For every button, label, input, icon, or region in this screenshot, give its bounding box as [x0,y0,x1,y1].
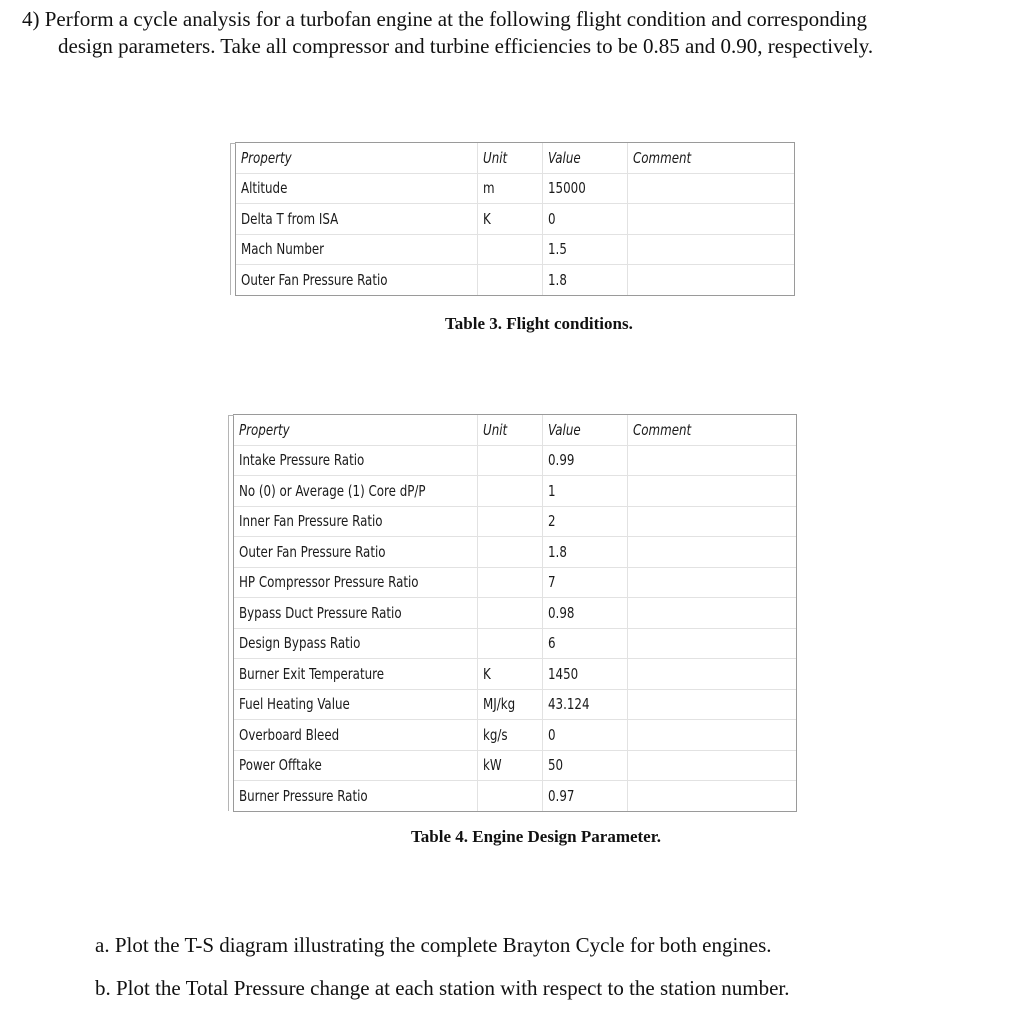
table-row [234,689,796,720]
cell-unit [477,265,542,295]
cell-unit [477,628,542,659]
cell-value: 0 [542,204,627,235]
cell-value: 0.99 [542,445,627,476]
table-row [234,537,796,568]
table-3-caption: Table 3. Flight conditions. [445,314,633,333]
table-row [236,234,794,265]
cell-property: Delta T from ISA [236,204,477,235]
cell-unit: kg/s [477,720,542,751]
cell-value: 15000 [542,173,627,204]
cell-value: 43.124 [542,689,627,720]
cell-property: Power Offtake [234,750,477,781]
cell-value: 7 [542,567,627,598]
cell-value: 0 [542,720,627,751]
cell-unit: K [477,204,542,235]
cell-property: Burner Exit Temperature [234,659,477,690]
cell-unit [477,445,542,476]
table-header-row [236,143,794,173]
cell-value: 1.5 [542,234,627,265]
cell-value: 1.8 [542,537,627,568]
cell-property: No (0) or Average (1) Core dP/P [234,476,477,507]
cell-unit [477,598,542,629]
questions [95,924,789,1010]
cell-property: Intake Pressure Ratio [234,445,477,476]
table-notch [228,415,234,811]
table-row [234,659,796,690]
table-row [234,781,796,811]
cell-comment [627,537,796,568]
table-row [234,506,796,537]
cell-value: 50 [542,750,627,781]
cell-unit: K [477,659,542,690]
cell-comment [627,781,796,811]
cell-value: 1.8 [542,265,627,295]
header-comment: Comment [632,420,691,439]
table-row [234,750,796,781]
cell-unit: MJ/kg [477,689,542,720]
cell-comment [627,750,796,781]
cell-comment [627,476,796,507]
cell-property: Inner Fan Pressure Ratio [234,506,477,537]
header-unit: Unit [477,415,542,445]
cell-property: Design Bypass Ratio [234,628,477,659]
question-b: b. Plot the Total Pressure change at each station with respect to the station number. [95,976,790,1000]
cell-value: 1450 [542,659,627,690]
cell-property: Outer Fan Pressure Ratio [234,537,477,568]
cell-comment [627,506,796,537]
table-row [234,598,796,629]
problem-line-2: design parameters. Take all compressor and turbine efficiencies to be 0.85 and 0.90, respectively. [58,34,874,58]
cell-comment [627,689,796,720]
flight-conditions-table [235,142,795,296]
cell-comment [627,265,794,295]
header-property: Property [234,415,477,445]
cell-property: Altitude [236,173,477,204]
cell-value: 6 [542,628,627,659]
cell-comment [627,234,794,265]
cell-property: Mach Number [236,234,477,265]
cell-value: 0.98 [542,598,627,629]
cell-value: 0.97 [542,781,627,811]
cell-comment [627,204,794,235]
cell-property: HP Compressor Pressure Ratio [234,567,477,598]
cell-comment [627,567,796,598]
header-value: Value [542,415,627,445]
problem-line-1: 4) Perform a cycle analysis for a turbofan engine at the following flight condition and corresponding [22,7,868,31]
cell-comment [627,659,796,690]
table-row [236,173,794,204]
cell-unit: kW [477,750,542,781]
table-row [234,567,796,598]
header-property: Property [236,143,477,173]
cell-unit [477,781,542,811]
cell-unit [477,567,542,598]
cell-unit [477,234,542,265]
cell-comment [627,598,796,629]
table-row [236,204,794,235]
cell-unit [477,537,542,568]
cell-property: Overboard Bleed [234,720,477,751]
header-unit: Unit [477,143,542,173]
cell-comment [627,445,796,476]
table-row [234,476,796,507]
header-value: Value [542,143,627,173]
cell-comment [627,173,794,204]
cell-value: 1 [542,476,627,507]
table-row [234,445,796,476]
table-row [236,265,794,295]
header-comment: Comment [632,148,691,167]
cell-property: Burner Pressure Ratio [234,781,477,811]
cell-unit [477,476,542,507]
problem-statement [22,6,1007,60]
cell-comment [627,628,796,659]
cell-comment [627,720,796,751]
cell-property: Bypass Duct Pressure Ratio [234,598,477,629]
cell-property: Fuel Heating Value [234,689,477,720]
cell-unit: m [477,173,542,204]
cell-unit [477,506,542,537]
table-row [234,628,796,659]
engine-design-table [233,414,797,812]
table-4-caption: Table 4. Engine Design Parameter. [411,827,661,846]
table-notch [230,143,236,295]
table-row [234,720,796,751]
cell-property: Outer Fan Pressure Ratio [236,265,477,295]
table-header-row [234,415,796,445]
question-a: a. Plot the T-S diagram illustrating the complete Brayton Cycle for both engines. [95,933,772,957]
cell-value: 2 [542,506,627,537]
